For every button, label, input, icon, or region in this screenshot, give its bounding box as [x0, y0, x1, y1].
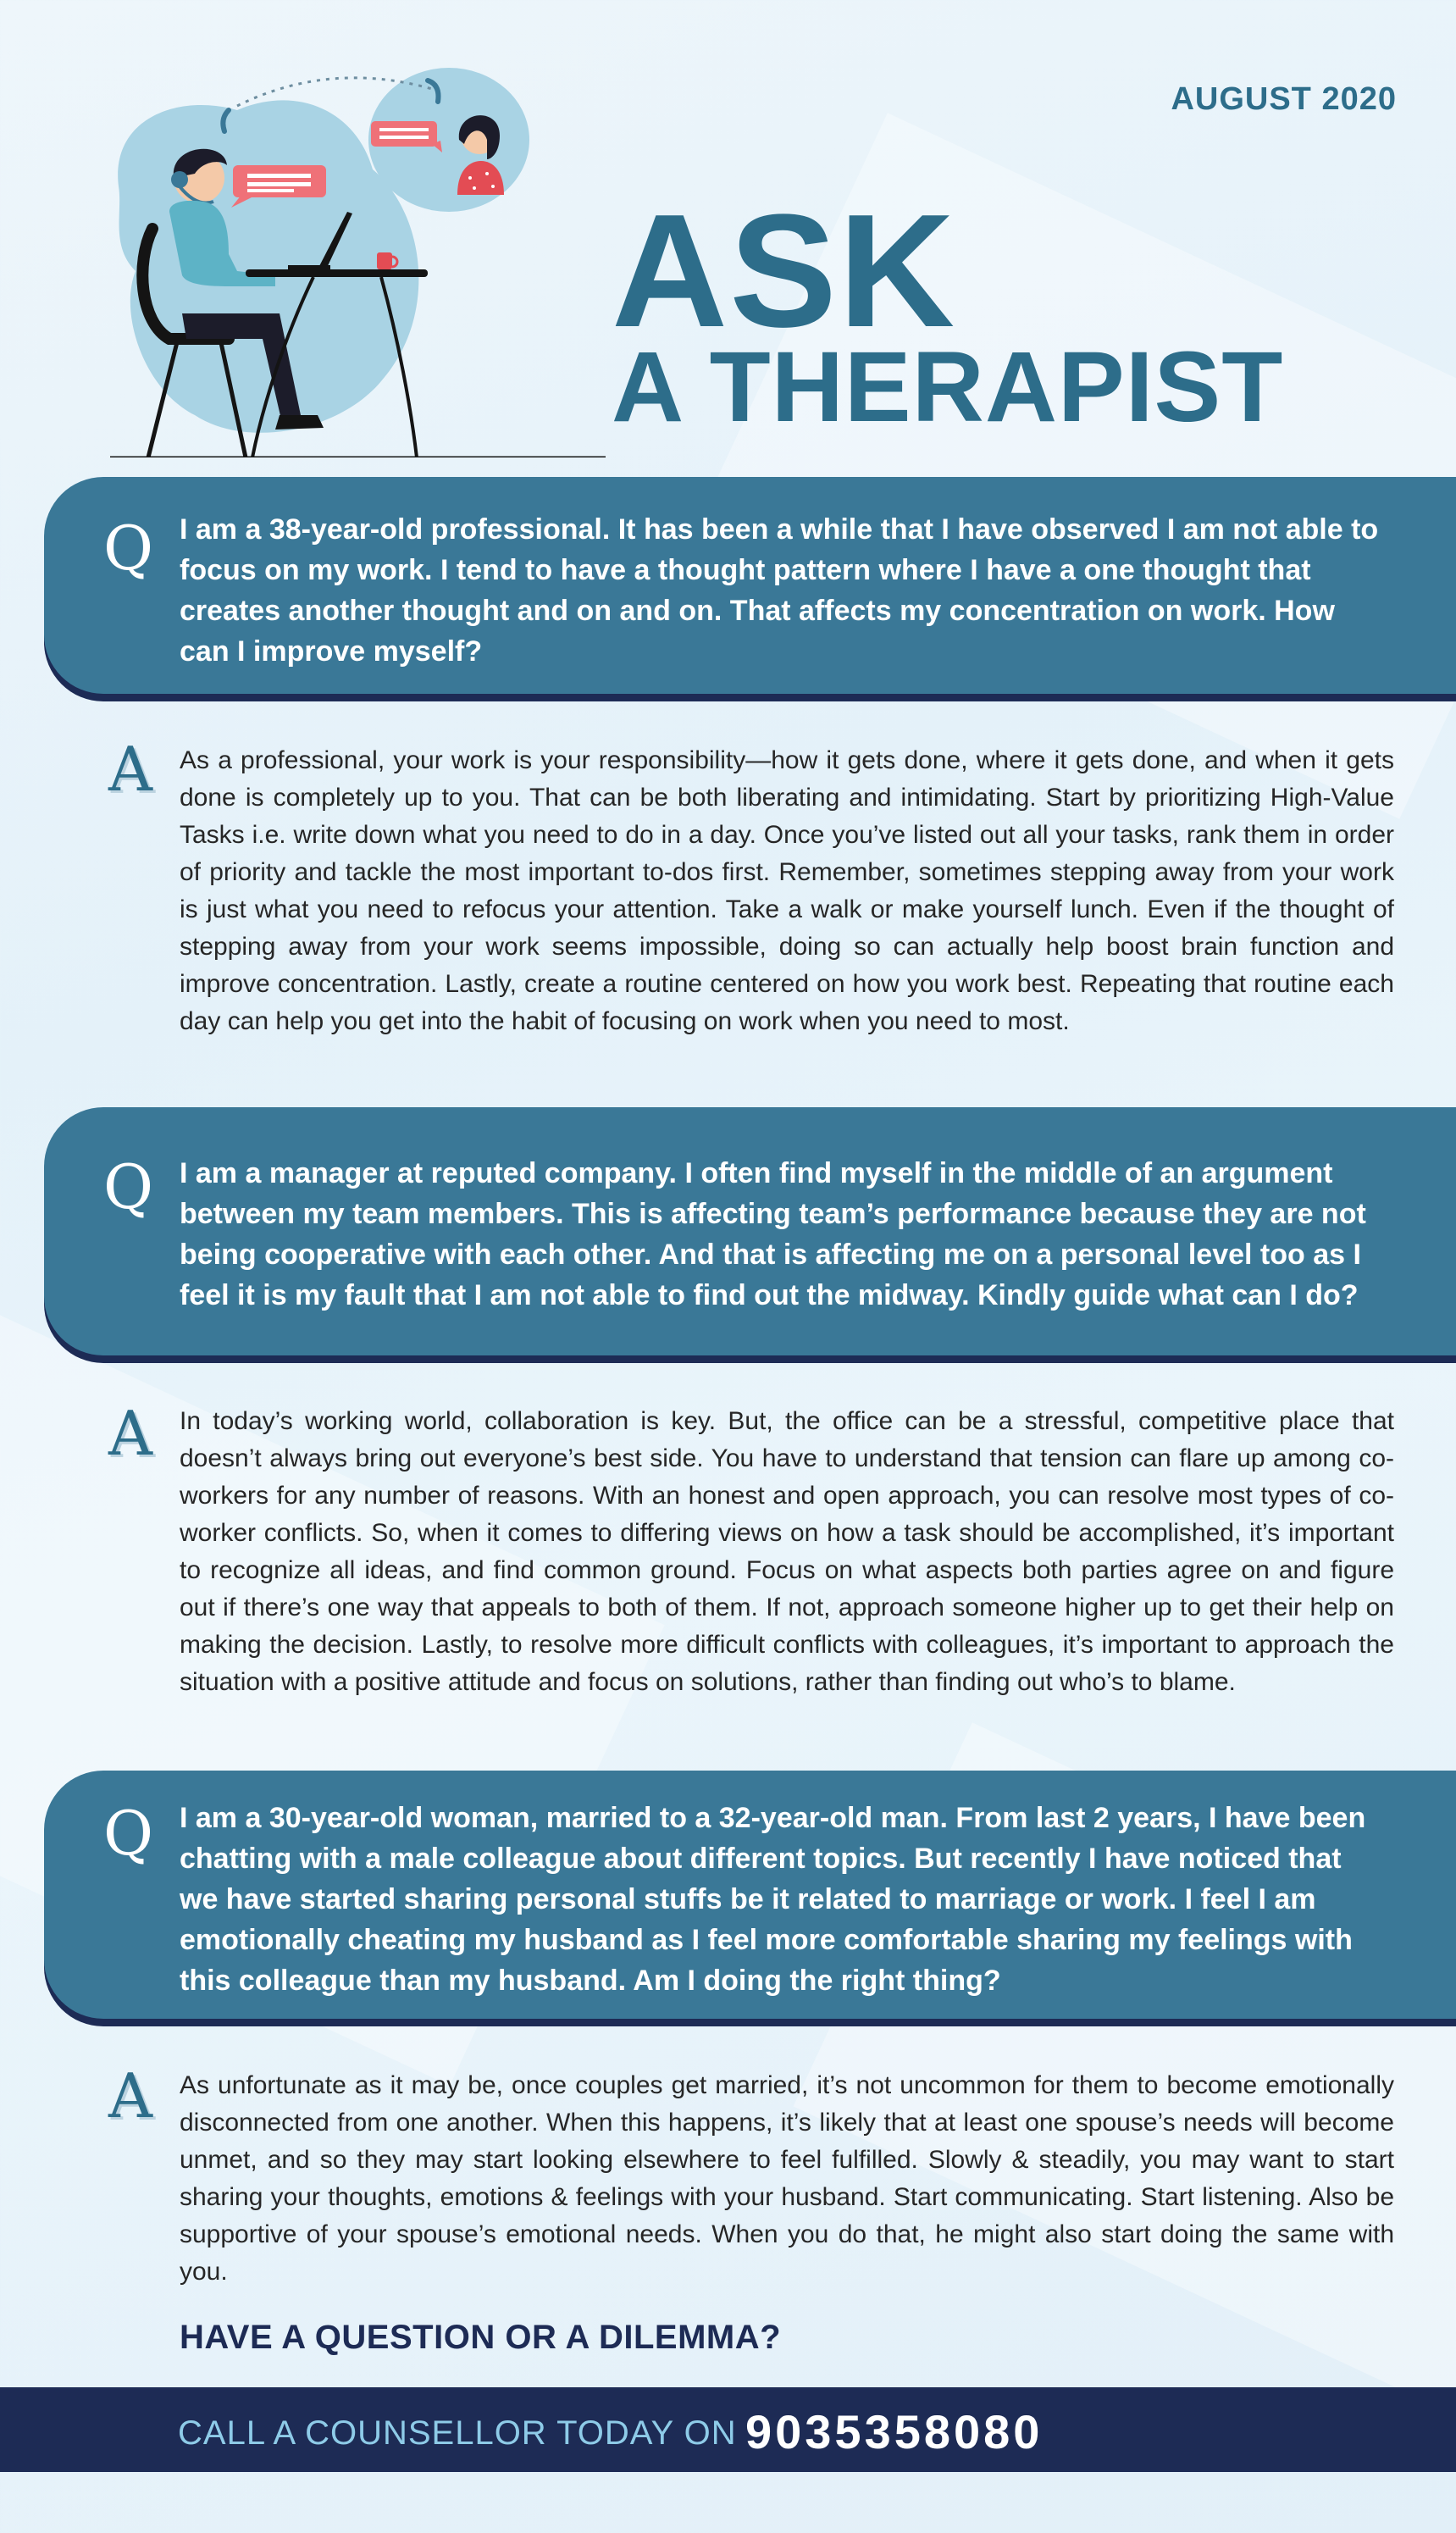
question-block-2 [44, 1107, 1456, 1355]
page-title-ask: ASK [612, 181, 957, 361]
footer-call-label: CALL A COUNSELLOR TODAY ON [178, 2414, 737, 2452]
question-letter: Q [103, 513, 154, 584]
question-block-1 [44, 477, 1456, 694]
answer-letter: A [108, 2060, 152, 2131]
question-letter: Q [103, 1151, 154, 1222]
answer-text-1: As a professional, your work is your responsibility—how it gets done, where it gets done, and when it gets done is completely up to you. That can be both liberating and intimidating. Start by prioritizing High-Value Tasks i.e. write down what you need to do in a day. Once you’ve listed out all your tasks, rank them in order of priority and tackle the most important to-dos first. Remember, sometimes stepping away from your work is just what you need to refocus your attention. Take a walk or make yourself lunch. Even if the thought of stepping away from your work seems impossible, doing so can actually help boost brain function and improve concentration. Lastly, create a routine centered on how you work best. Repeating that routine each day can help you get into the habit of focusing on work when you need to most. [180, 746, 1394, 1035]
page-title-therapist: A THERAPIST [612, 331, 1284, 443]
question-text-2: I am a manager at reputed company. I often find myself in the middle of an argument between my team members. This is affecting team’s performance because they are not being cooperative with each other. And that is affecting me on a personal level too as I feel it is my fault that I am not able to find out the midway. Kindly guide what can I do? [180, 1157, 1366, 1311]
answer-text-2: In today’s working world, collaboration is key. But, the office can be a stressful, competitive place that doesn’t always bring out everyone’s best side. You have to understand that tension can flare up among co-workers for any number of reasons. With an honest and open approach, you can resolve most types of co-worker conflicts. So, when it comes to differing views on how a task should be accomplished, it’s important to recognize all ideas, and find common ground. Focus on what aspects both parties agree on and figure out if there’s one way that appeals to both of them. If not, approach someone higher up to get their help on making the decision. Lastly, to resolve more difficult conflicts with colleagues, it’s important to approach the situation with a positive attitude and focus on solutions, rather than finding out who’s to blame. [180, 1407, 1394, 1696]
question-letter: Q [103, 1798, 154, 1869]
question-text-1: I am a 38-year-old professional. It has been a while that I have observed I am not able to focus on my work. I tend to have a thought pattern where I have a one thought that creates another thought and on and on. That affects my concentration on work. How can I improve myself? [180, 513, 1379, 668]
question-block-3 [44, 1771, 1456, 2019]
question-text-3: I am a 30-year-old woman, married to a 32-year-old man. From last 2 years, I have been chatting with a male colleague about different topics. But recently I have noticed that we have started sharing personal stuffs be it related to marriage or work. I feel I am emotionally cheating my husband as I feel more comfortable sharing my feelings with this colleague than my husband. Am I doing the right thing? [180, 1802, 1366, 1997]
answer-letter: A [108, 734, 152, 805]
footer-banner [0, 2387, 1456, 2472]
phone-number[interactable]: 9035358080 [745, 2405, 1044, 2458]
issue-date: AUGUST 2020 [1171, 81, 1397, 117]
answer-text-3: As unfortunate as it may be, once couples get married, it’s not uncommon for them to become emotionally disconnected from one another. When this happens, it’s likely that at least one spouse’s needs will become unmet, and so they may start looking elsewhere to feel fulfilled. Slowly & steadily, you may want to start sharing your thoughts, emotions & feelings with your husband. Start communicating. Start listening. Also be supportive of your spouse’s emotional needs. When you do that, he might also start doing the same with you. [180, 2071, 1394, 2286]
answer-letter: A [108, 1398, 152, 1469]
cta-question: HAVE A QUESTION OR A DILEMMA? [180, 2319, 782, 2356]
counsellor-illustration [102, 59, 610, 457]
